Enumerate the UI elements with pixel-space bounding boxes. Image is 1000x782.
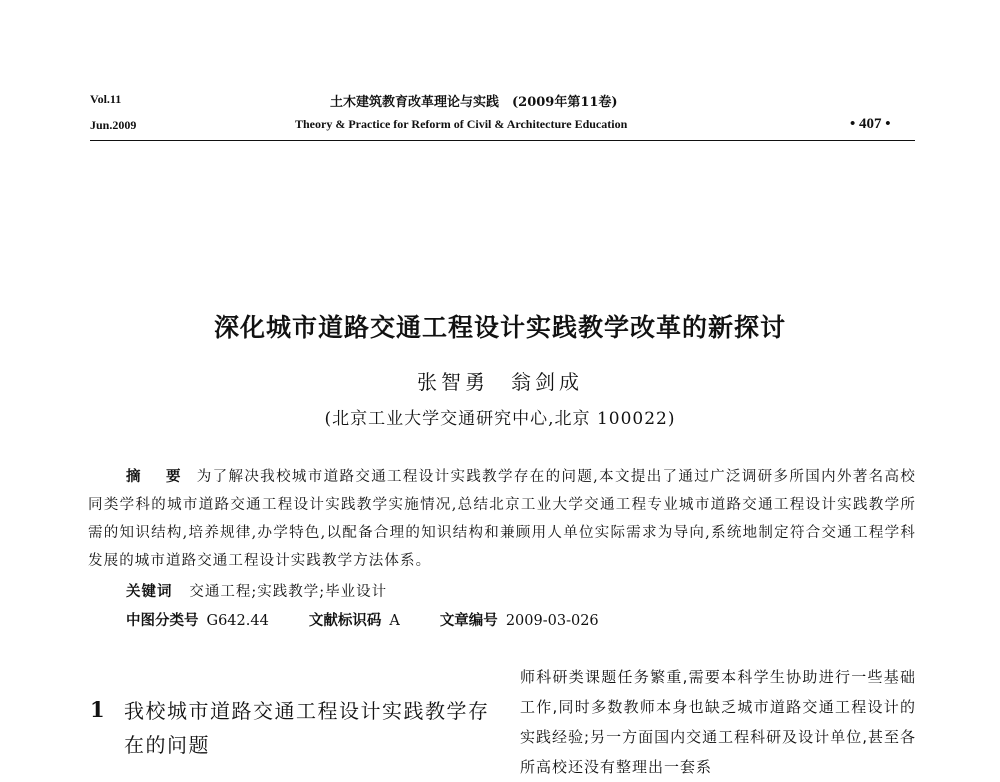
- article-title: 深化城市道路交通工程设计实践教学改革的新探讨: [213, 313, 786, 342]
- header-date: Jun.2009: [90, 118, 137, 132]
- clc-value: G642.44: [206, 613, 269, 629]
- header-journal-title-en: Theory & Practice for Reform of Civil & Architecture Education: [295, 117, 628, 131]
- section-heading: 我校城市道路交通工程设计实践教学存在的问题: [124, 699, 490, 757]
- doc-code-value: A: [389, 613, 400, 629]
- author-line: [0, 366, 1000, 395]
- abstract-text: 为了解决我校城市道路交通工程设计实践教学存在的问题,本文提出了通过广泛调研多所国内外著名高校同类学科的城市道路交通工程设计实践教学实施情况,总结北京工业大学交通工程专业城市道路交通工程设计实践教学所需的知识结构,培养规律,办学特色,以配备合理的知识结构和兼顾用人单位实际需求为导向,系统地制定符合交通工程学科发展的城市道路交通工程设计实践教学方法体系。: [88, 469, 916, 569]
- affiliation: (北京工业大学交通研究中心,北京 100022): [324, 409, 676, 429]
- keywords-label: 关键词: [126, 583, 173, 600]
- header-journal-title-cn: 土木建筑教育改革理论与实践 (2009年第11卷): [330, 95, 618, 110]
- section-number: 1: [90, 697, 105, 722]
- keywords-text: 交通工程;实践教学;毕业设计: [189, 584, 388, 600]
- article-number-label: 文章编号: [439, 612, 498, 629]
- author-name: 翁剑成: [511, 370, 583, 394]
- clc-label: 中图分类号: [126, 612, 199, 629]
- doc-code-label: 文献标识码: [308, 612, 382, 629]
- abstract: [88, 463, 916, 575]
- article-number-value: 2009-03-026: [505, 613, 599, 629]
- body-column-right: [520, 662, 916, 782]
- keywords: [126, 580, 387, 601]
- header-rule: [90, 140, 915, 141]
- author-name: 张智勇: [417, 370, 489, 394]
- body-paragraph: 师科研类课题任务繁重,需要本科学生协助进行一些基础工作,同时多数教师本身也缺乏城市道路交通工程设计的实践经验;另一方面国内交通工程科研及设计单位,甚至各所高校还没有整理出一套系: [520, 668, 916, 776]
- header-page-number: • 407 •: [850, 116, 891, 132]
- header-volume: Vol.11: [90, 92, 122, 106]
- classification-line: [126, 609, 599, 630]
- abstract-label: 摘 要: [126, 468, 191, 485]
